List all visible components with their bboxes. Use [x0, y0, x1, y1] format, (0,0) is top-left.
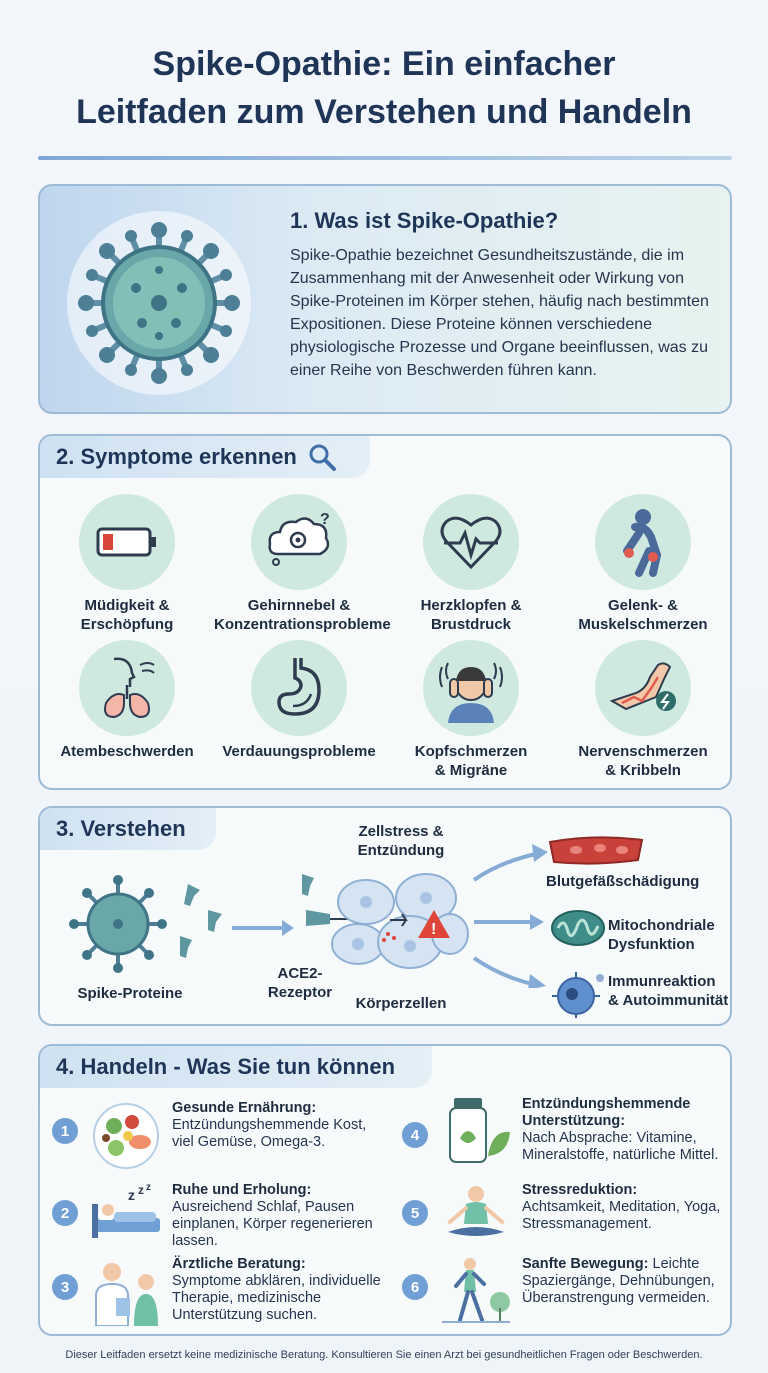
ace2-label [260, 964, 340, 1002]
body-cells-icon [330, 868, 470, 978]
disclaimer-footer: Dieser Leitfaden ersetzt keine medizinische Beratung. Konsultieren Sie einen Arzt bei gesundheitlichen Fragen oder Beschwerden. [65, 1349, 703, 1361]
symptom-label: & Kribbeln [605, 762, 681, 779]
symptom-label: Konzentrationsprobleme [214, 616, 391, 633]
svg-text:z: z [146, 1182, 151, 1193]
section-what-is [38, 184, 732, 414]
arrows-fanout-icon [470, 838, 550, 988]
section4-title: 4. Handeln - Was Sie tun können [56, 1054, 396, 1079]
supplement-jar-icon [438, 1096, 514, 1166]
action-item [52, 1256, 382, 1336]
symptom-label: Brustdruck [430, 616, 512, 633]
symptom-label: Gehirnnebel & [247, 597, 351, 614]
page-title [0, 40, 768, 136]
section1-title: 1. Was ist Spike-Opathie? [290, 208, 559, 233]
symptom-palpitations [386, 494, 556, 634]
section-act [38, 1044, 732, 1336]
ace2-label-line: ACE2- [277, 965, 323, 982]
action-text: Entzündungshemmende Kost, viel Gemüse, Omega-3. [172, 1117, 367, 1150]
cell-stress-label [346, 822, 456, 860]
body-cells-label: Körperzellen [355, 995, 447, 1012]
battery-low-icon [96, 526, 158, 558]
stomach-icon [271, 656, 327, 720]
section-understand [38, 806, 732, 1026]
blood-vessel-icon [546, 830, 646, 870]
action-number-badge: 5 [402, 1200, 428, 1226]
symptom-label: Herzklopfen & [420, 597, 522, 614]
action-number-badge: 1 [52, 1118, 78, 1144]
outcome-vessel-damage: Blutgefäßschädigung [546, 873, 700, 890]
action-title: Stressreduktion: [522, 1182, 638, 1198]
svg-text:z: z [138, 1183, 144, 1197]
svg-text:!: ! [431, 921, 437, 938]
action-item [52, 1182, 382, 1262]
action-item [52, 1100, 382, 1180]
outcome-line: Dysfunktion [608, 936, 695, 953]
section-symptoms [38, 434, 732, 790]
section2-title: 2. Symptome erkennen [56, 444, 297, 469]
symptom-brain-fog [214, 494, 391, 634]
heart-pulse-icon [438, 513, 504, 571]
symptom-label: Muskelschmerzen [578, 616, 708, 633]
outcome-line: & Autoimmunität [608, 992, 729, 1009]
action-title: Ruhe und Erholung: [172, 1182, 312, 1198]
action-text: Nach Absprache: Vitamine, Mineralstoffe, natürliche Mittel. [522, 1130, 719, 1163]
lungs-icon [96, 655, 158, 721]
symptom-label: Erschöpfung [80, 616, 174, 633]
symptom-joint-pain [558, 494, 728, 634]
action-text: Achtsamkeit, Meditation, Yoga, Stressmanagement. [522, 1199, 721, 1232]
virus-icon [64, 208, 254, 398]
symptom-label: Atembeschwerden [60, 743, 194, 760]
symptom-label: Verdauungsprobleme [222, 743, 376, 760]
action-title: Sanfte Bewegung: [522, 1256, 649, 1272]
magnifier-icon [307, 442, 337, 472]
joint-pain-icon [613, 507, 673, 577]
action-number-badge: 4 [402, 1122, 428, 1148]
action-title: Entzündungshemmende Unterstützung: [522, 1096, 691, 1129]
section3-header [40, 808, 216, 850]
virus-icon [68, 874, 168, 974]
action-item [402, 1256, 732, 1336]
cell-stress-line: Zellstress & [358, 823, 444, 840]
section4-header [40, 1046, 432, 1088]
outcome-immune [608, 972, 732, 1010]
food-bowl-icon [88, 1100, 164, 1170]
arrow-right-icon [230, 918, 296, 938]
cell-stress-line: Entzündung [357, 842, 445, 859]
nerve-pain-icon [606, 657, 680, 719]
outcome-line: Mitochondriale [608, 917, 715, 934]
spike-protein-icon [170, 880, 230, 970]
action-number-badge: 3 [52, 1274, 78, 1300]
symptom-label: Müdigkeit & [84, 597, 170, 614]
outcome-line: Immunreaktion [608, 973, 716, 990]
title-line-2: Leitfaden zum Verstehen und Handeln [76, 93, 692, 131]
ace2-label-line: Rezeptor [267, 984, 333, 1001]
symptom-label: Nervenschmerzen [578, 743, 708, 760]
section1-text: Spike-Opathie bezeichnet Gesundheitszustände, die im Zusammenhang mit der Anwesenheit oder Wirkung von Spike-Proteinen im Körper stehen, häufig nach bestimmten Expositionen. Diese Proteine können verschiedene physiologische Prozesse und Organe beeinflussen, was zu einer Reihe von Beschwerden führen kann. [290, 247, 709, 379]
action-item [402, 1182, 732, 1262]
action-text: Ausreichend Schlaf, Pausen einplanen, Körper regenerieren lassen. [172, 1199, 373, 1249]
symptom-label: Kopfschmerzen [414, 743, 528, 760]
walking-icon [438, 1256, 514, 1326]
action-number-badge: 6 [402, 1274, 428, 1300]
headache-icon [436, 653, 506, 723]
doctor-icon [88, 1256, 164, 1326]
symptom-label: Gelenk- & [607, 597, 679, 614]
symptom-breathing [42, 640, 212, 761]
action-text: Symptome abklären, individuelle Therapie, medizinische Unterstützung suchen. [172, 1273, 381, 1323]
svg-text:z: z [128, 1187, 135, 1203]
symptom-nerve-pain [558, 640, 728, 780]
immune-cell-icon [550, 970, 608, 1020]
symptom-digestion [214, 640, 384, 761]
title-divider [38, 156, 732, 160]
meditation-icon [438, 1182, 514, 1252]
brain-fog-icon [264, 512, 334, 572]
symptom-label: & Migräne [434, 762, 508, 779]
section2-header [40, 436, 370, 478]
action-text: Leichte Spaziergänge, Dehnübungen, Überanstrengung vermeiden. [522, 1256, 715, 1306]
spike-proteins-label: Spike-Proteine [77, 985, 183, 1002]
action-item [402, 1096, 732, 1176]
title-line-1: Spike-Opathie: Ein einfacher [152, 45, 616, 83]
section3-title: 3. Verstehen [56, 816, 186, 841]
action-title: Gesunde Ernährung: [172, 1100, 317, 1116]
svg-text:?: ? [320, 512, 330, 528]
action-title: Ärztliche Beratung: [172, 1256, 306, 1272]
action-number-badge: 2 [52, 1200, 78, 1226]
sleep-icon [88, 1182, 164, 1252]
symptom-fatigue [42, 494, 212, 634]
mitochondria-icon [550, 908, 606, 948]
symptom-headache [386, 640, 556, 780]
outcome-mitochondria [608, 916, 728, 954]
